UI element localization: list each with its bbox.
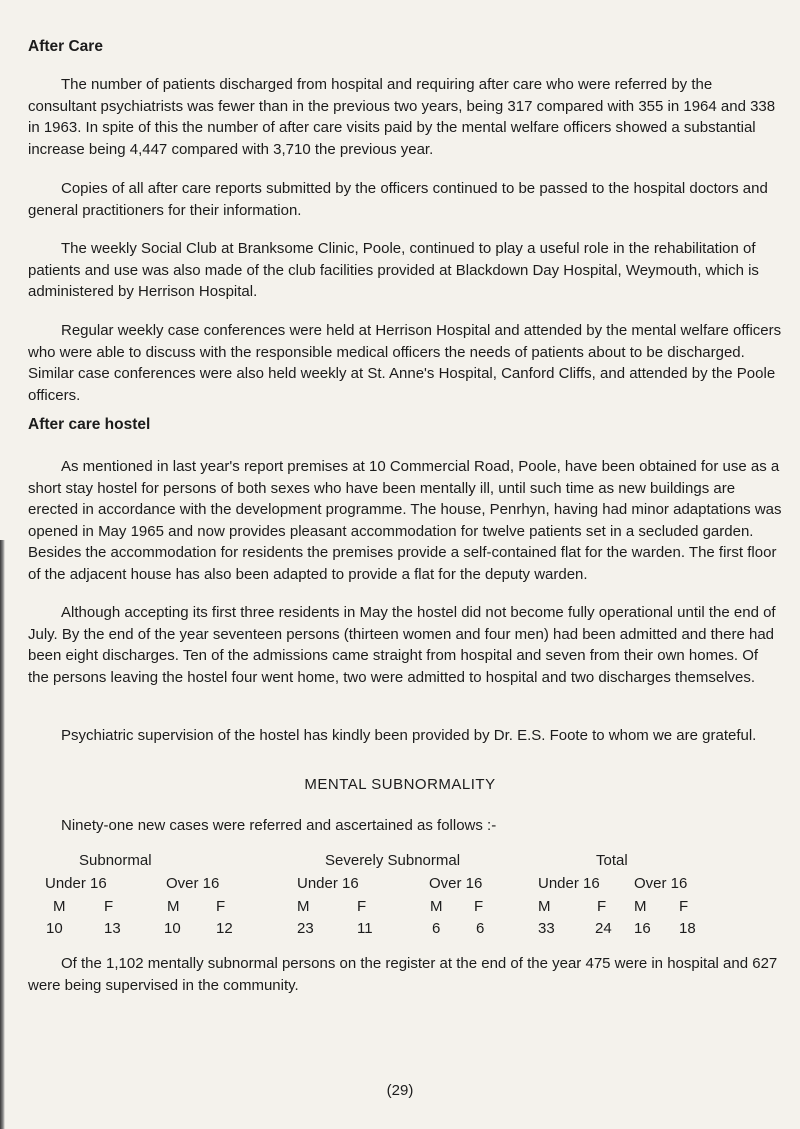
table-value: 6 [476,920,485,937]
sex-header: F [216,898,226,915]
after-care-paragraph-2: Copies of all after care reports submitted by the officers continued to be passed to the hospital doctors and general practitioners for their information. [28,180,768,219]
table-value: 33 [538,920,555,937]
age-band-header: Under 16 [538,875,600,892]
page-binding-edge [0,540,5,1129]
sex-header: M [430,898,443,915]
age-band-header: Over 16 [429,875,483,892]
table-value: 24 [595,920,612,937]
table-value: 13 [104,920,121,937]
age-band-header: Under 16 [297,875,359,892]
table-value: 12 [216,920,233,937]
table-value: 10 [46,920,63,937]
mental-subnormality-title: MENTAL SUBNORMALITY [304,776,496,793]
after-care-paragraph-1: The number of patients discharged from hospital and requiring after care who were referred by the consultant psychiatrists was fewer than in the previous two years, being 317 compared with 355 in 1964 and 338 in 1963. In spite of this the number of after care visits paid by the mental welfare officers showed a substantial increase being 4,447 compared with 3,710 the previous year. [28,76,776,158]
sex-header: M [53,898,66,915]
age-band-header: Over 16 [166,875,220,892]
table-value: 11 [357,920,373,937]
sex-header: F [474,898,484,915]
after-care-heading: After Care [28,38,103,55]
age-band-header: Under 16 [45,875,107,892]
sex-header: F [597,898,607,915]
sex-header: F [679,898,689,915]
sex-header: M [538,898,551,915]
hostel-paragraph-1: As mentioned in last year's report premises at 10 Commercial Road, Poole, have been obtained for use as a short stay hostel for persons of both sexes who have been mentally ill, until such time as new buildings are erected in accordance with the development programme. The house, Penrhyn, having had minor adaptations was opened in May 1965 and now provides pleasant accommodation for twelve patients set in a secluded garden. Besides the accommodation for residents the premises provide a self-contained flat for the warden. The first floor of the adjacent house has also been adapted to provide a flat for the deputy warden. [28,458,782,583]
page-number: (29) [386,1082,414,1099]
register-note: Of the 1,102 mentally subnormal persons on the register at the end of the year 475 were in hospital and 627 were being supervised in the community. [28,955,778,994]
group-header: Subnormal [79,852,152,869]
sex-header: M [634,898,647,915]
table-value: 10 [164,920,181,937]
sex-header: F [104,898,114,915]
table-value: 18 [679,920,696,937]
sex-header: M [297,898,310,915]
cases-intro: Ninety-one new cases were referred and ascertained as follows :- [61,817,497,834]
age-band-header: Over 16 [634,875,688,892]
hostel-heading: After care hostel [28,416,151,433]
after-care-paragraph-4: Regular weekly case conferences were held at Herrison Hospital and attended by the mental welfare officers who were able to discuss with the responsible medical officers the needs of patients about to be discharged. Similar case conferences were also held weekly at St. Anne's Hospital, Canford Cliffs, and attended by the Poole officers. [28,322,782,404]
after-care-paragraph-3: The weekly Social Club at Branksome Clinic, Poole, continued to play a useful role in the rehabilitation of patients and use was also made of the club facilities provided at Blackdown Day Hospital, Weymouth, which is administered by Herrison Hospital. [28,240,759,300]
group-header: Severely Subnormal [325,852,461,869]
sex-header: M [167,898,180,915]
hostel-paragraph-3: Psychiatric supervision of the hostel has kindly been provided by Dr. E.S. Foote to whom we are grateful. [61,727,757,744]
table-value: 6 [432,920,441,937]
table-value: 16 [634,920,651,937]
table-value: 23 [297,920,314,937]
sex-header: F [357,898,367,915]
group-header: Total [596,852,628,869]
hostel-paragraph-2: Although accepting its first three residents in May the hostel did not become fully operational until the end of July. By the end of the year seventeen persons (thirteen women and four men) had been admitted and there had been eight discharges. Ten of the admissions came straight from hospital and seven from their own homes. Of the persons leaving the hostel four went home, two were admitted to hospital and two discharges themselves. [28,604,776,686]
